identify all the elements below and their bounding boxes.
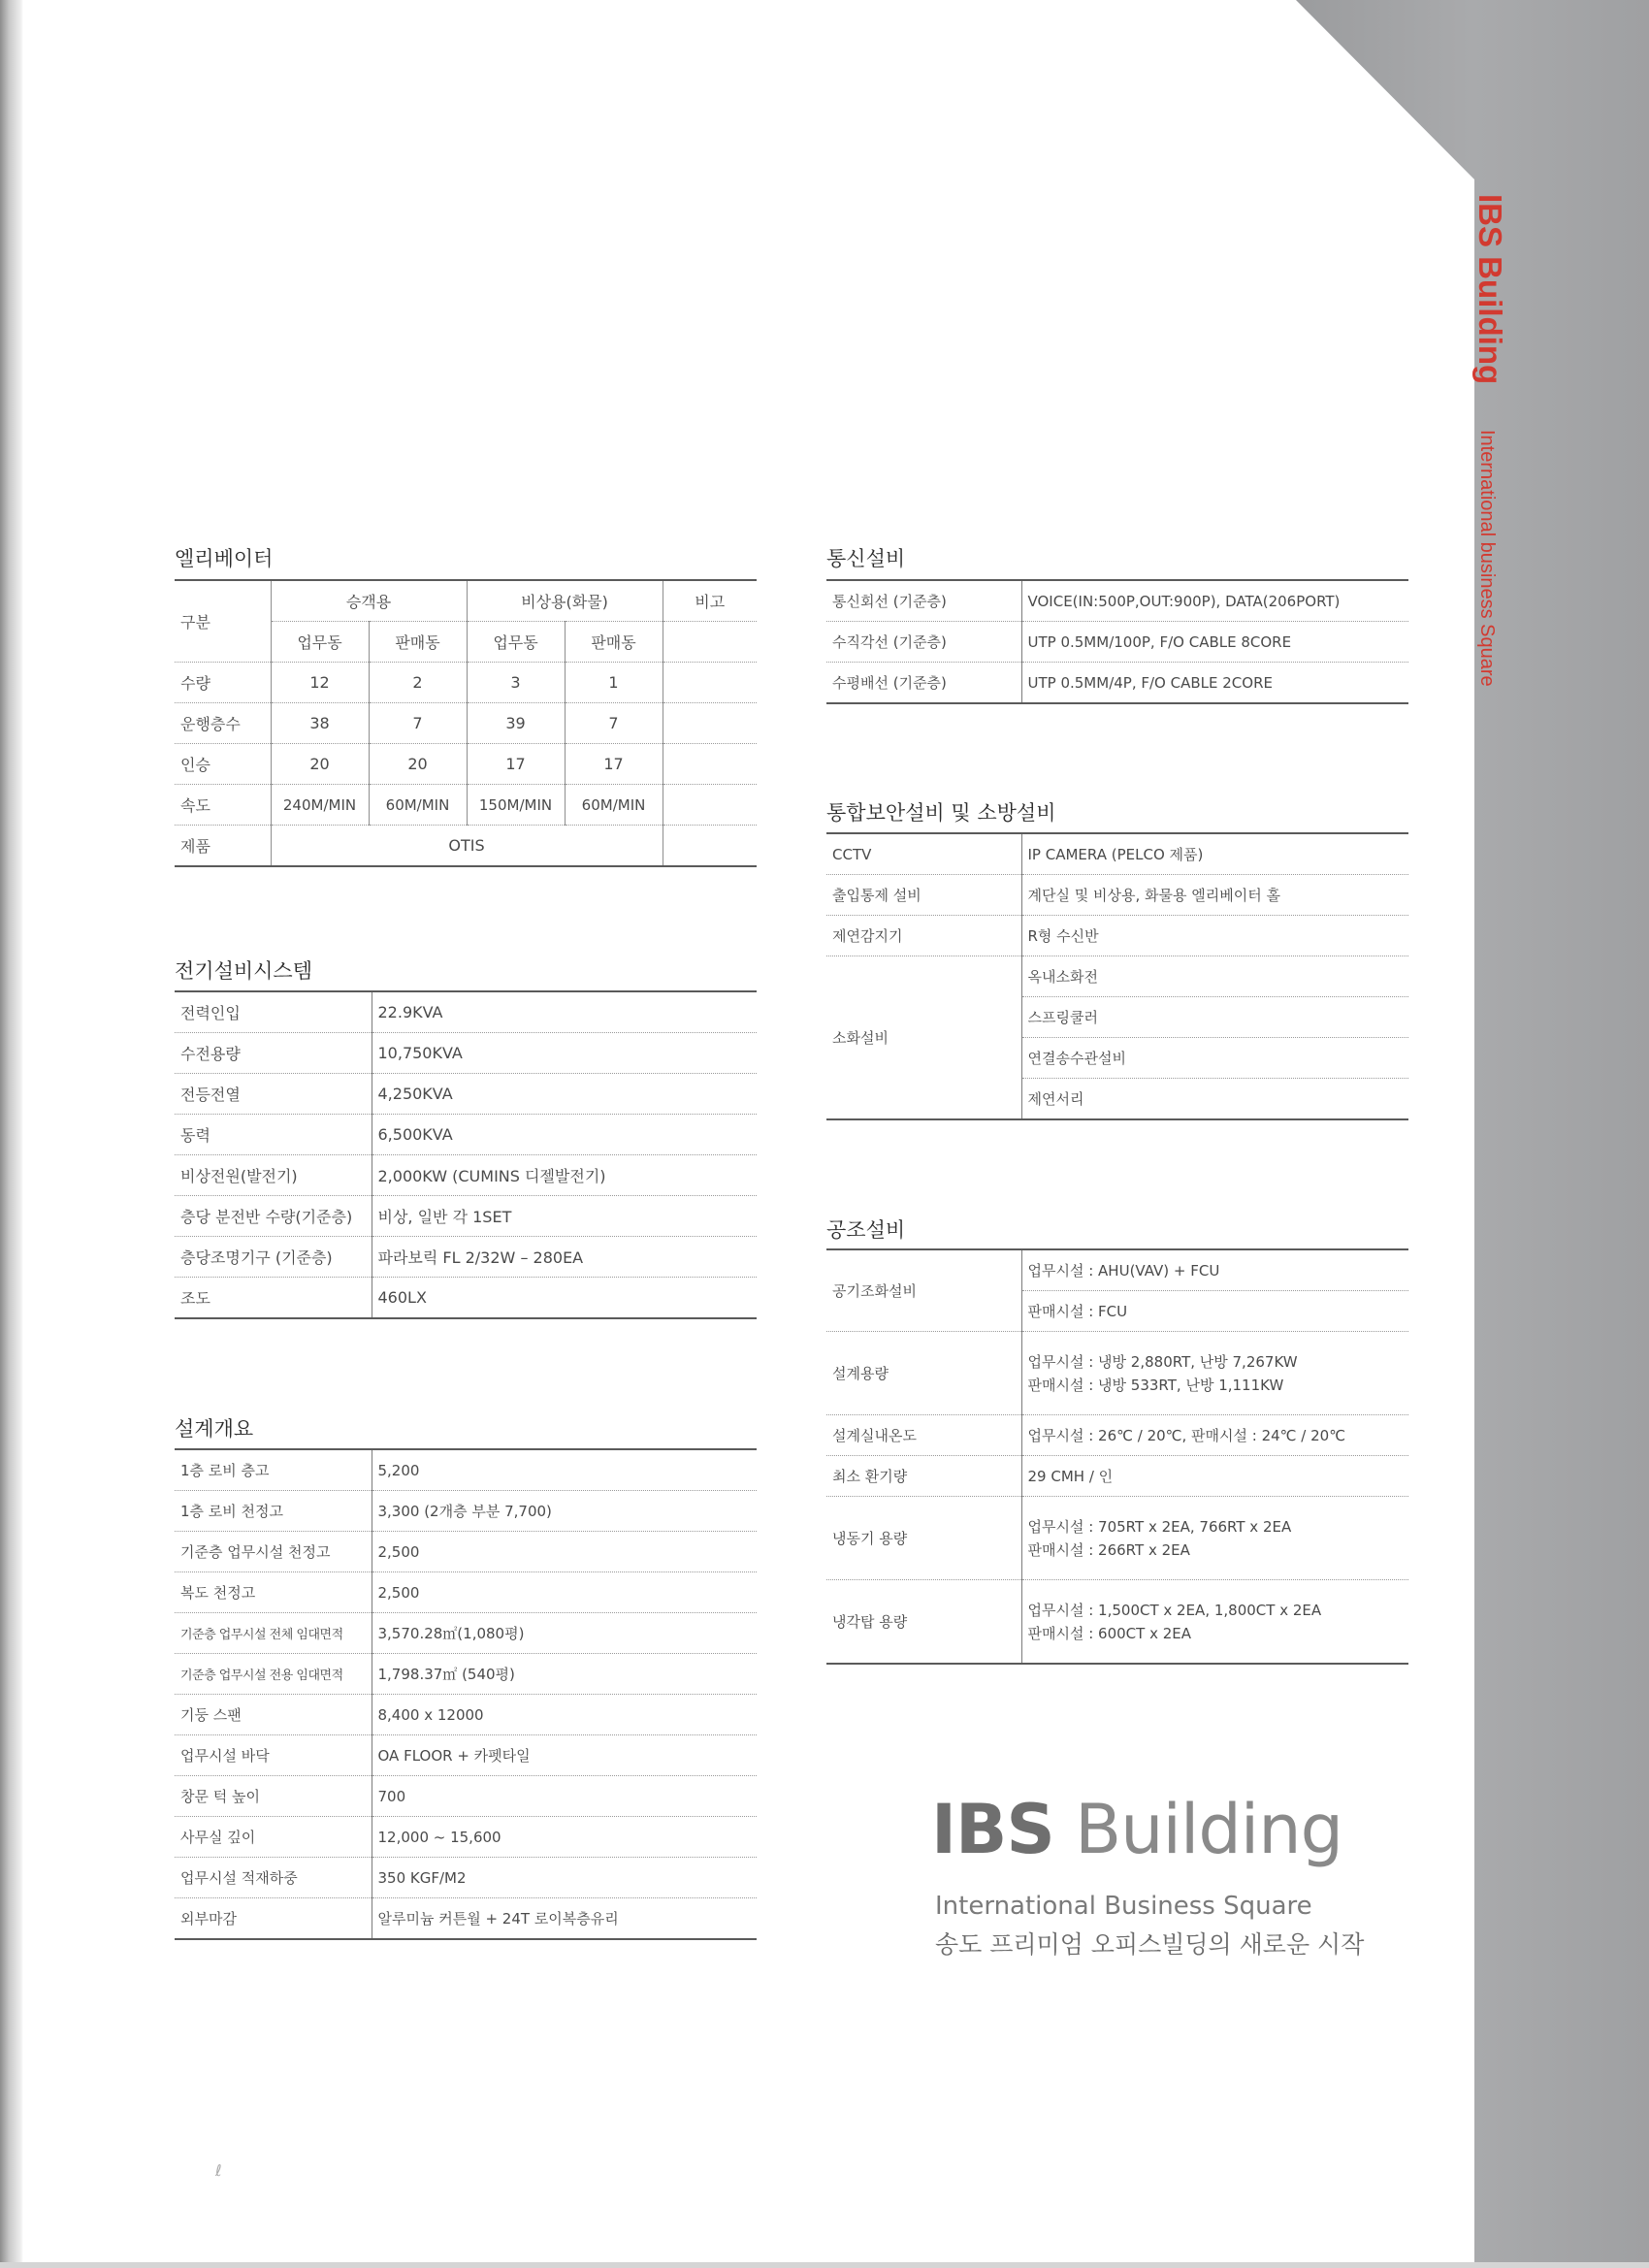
table-row (175, 991, 757, 1033)
row-value: 4,250KVA (372, 1074, 757, 1115)
elevator-col-passenger: 승객용 (271, 580, 467, 622)
row-value (1021, 1580, 1408, 1665)
row-value: 29 CMH / 인 (1021, 1456, 1408, 1497)
security-table (826, 832, 1408, 1120)
row-value: 스프링쿨러 (1021, 997, 1408, 1038)
cell: 60M/MIN (369, 785, 467, 826)
row-label: 수평배선 (기준층) (826, 663, 1021, 704)
design-table (175, 1448, 757, 1940)
value-line: 업무시설 : 냉방 2,880RT, 난방 7,267KW (1027, 1352, 1298, 1371)
row-label: 기준층 업무시설 전용 임대면적 (175, 1654, 372, 1695)
cell: 240M/MIN (271, 785, 369, 826)
row-label: 속도 (175, 785, 271, 826)
cell: 150M/MIN (467, 785, 565, 826)
row-label: 인승 (175, 744, 271, 785)
elevator-remark-cell (663, 826, 757, 867)
table-row (826, 1497, 1408, 1580)
table-row (826, 956, 1408, 997)
table-row (826, 1456, 1408, 1497)
hvac-title: 공조설비 (826, 1218, 906, 1242)
row-label: 수량 (175, 663, 271, 703)
table-row (175, 1196, 757, 1237)
elevator-subheader: 업무동 (271, 622, 369, 663)
row-label: CCTV (826, 833, 1021, 875)
elevator-title: 엘리베이터 (175, 547, 274, 570)
row-label: 소화설비 (826, 956, 1021, 1120)
row-value: 계단실 및 비상용, 화물용 엘리베이터 홀 (1021, 875, 1408, 916)
row-value: 460LX (372, 1278, 757, 1319)
table-row (175, 1572, 757, 1613)
table-row (175, 663, 757, 703)
ibs-building-logo (931, 1790, 1342, 1869)
row-label: 전력인입 (175, 991, 372, 1033)
row-label: 외부마감 (175, 1898, 372, 1940)
cell: 20 (369, 744, 467, 785)
table-row (175, 1115, 757, 1155)
page-bottom-edge (0, 2262, 1649, 2268)
stray-mark: ℓ (215, 2161, 222, 2180)
elevator-remark-cell (663, 744, 757, 785)
row-value: 8,400 x 12000 (372, 1695, 757, 1735)
row-label: 전등전열 (175, 1074, 372, 1115)
electrical-title: 전기설비시스템 (175, 959, 313, 983)
cell: 20 (271, 744, 369, 785)
cell: 3 (467, 663, 565, 703)
row-label: 설계실내온도 (826, 1415, 1021, 1456)
cell: 39 (467, 703, 565, 744)
table-row (175, 1817, 757, 1858)
row-label: 제품 (175, 826, 271, 867)
table-row (175, 703, 757, 744)
cell: 17 (565, 744, 663, 785)
table-row (175, 1491, 757, 1532)
row-label: 냉동기 용량 (826, 1497, 1021, 1580)
row-value: VOICE(IN:500P,OUT:900P), DATA(206PORT) (1021, 580, 1408, 622)
table-row (175, 1654, 757, 1695)
table-row (826, 1332, 1408, 1415)
table-row (826, 1249, 1408, 1291)
elevator-remark-cell (663, 663, 757, 703)
row-label: 수전용량 (175, 1033, 372, 1074)
hvac-table (826, 1248, 1408, 1665)
row-label: 냉각탑 용량 (826, 1580, 1021, 1665)
row-label: 기둥 스팬 (175, 1695, 372, 1735)
row-value: 판매시설 : FCU (1021, 1291, 1408, 1332)
row-label: 출입통제 설비 (826, 875, 1021, 916)
cell: 38 (271, 703, 369, 744)
row-label: 비상전원(발전기) (175, 1155, 372, 1196)
row-value: 1,798.37㎡ (540평) (372, 1654, 757, 1695)
row-label: 사무실 깊이 (175, 1817, 372, 1858)
product-value: OTIS (271, 826, 663, 867)
row-value: 2,000KW (CUMINS 디젤발전기) (372, 1155, 757, 1196)
design-title: 설계개요 (175, 1417, 254, 1441)
elevator-table (175, 579, 757, 867)
row-label: 기준층 업무시설 전체 임대면적 (175, 1613, 372, 1654)
table-row (175, 1858, 757, 1898)
row-value: R형 수신반 (1021, 916, 1408, 956)
row-value: 업무시설 : AHU(VAV) + FCU (1021, 1249, 1408, 1291)
row-label: 기준층 업무시설 천정고 (175, 1532, 372, 1572)
table-row (175, 1898, 757, 1940)
cell: 17 (467, 744, 565, 785)
table-row (175, 1074, 757, 1115)
table-row (826, 1415, 1408, 1456)
table-row (826, 1580, 1408, 1665)
table-row (175, 1776, 757, 1817)
row-value: 비상, 일반 각 1SET (372, 1196, 757, 1237)
cell: 60M/MIN (565, 785, 663, 826)
table-row (175, 1695, 757, 1735)
value-line: 판매시설 : 600CT x 2EA (1027, 1624, 1192, 1642)
row-value: OA FLOOR + 카펫타일 (372, 1735, 757, 1776)
logo-subtitle: International Business Square (935, 1892, 1312, 1921)
table-row (826, 916, 1408, 956)
row-label: 동력 (175, 1115, 372, 1155)
table-row (826, 875, 1408, 916)
security-title: 통합보안설비 및 소방설비 (826, 801, 1056, 825)
row-value: 5,200 (372, 1449, 757, 1491)
row-label: 제연감지기 (826, 916, 1021, 956)
row-value: 350 KGF/M2 (372, 1858, 757, 1898)
row-label: 복도 천정고 (175, 1572, 372, 1613)
row-label: 최소 환기량 (826, 1456, 1021, 1497)
cell: 12 (271, 663, 369, 703)
value-line: 업무시설 : 705RT x 2EA, 766RT x 2EA (1027, 1517, 1292, 1536)
logo-slogan: 송도 프리미엄 오피스빌딩의 새로운 시작 (935, 1930, 1365, 1959)
elevator-subheader: 업무동 (467, 622, 565, 663)
table-row (175, 826, 757, 867)
row-value (1021, 1332, 1408, 1415)
side-title (1470, 194, 1508, 698)
row-value: 2,500 (372, 1532, 757, 1572)
elevator-subheader: 판매동 (369, 622, 467, 663)
row-value: 연결송수관설비 (1021, 1038, 1408, 1079)
table-row (175, 1278, 757, 1319)
table-row (175, 1155, 757, 1196)
row-value: 제연서리 (1021, 1079, 1408, 1120)
elevator-remark-cell (663, 622, 757, 663)
row-label: 업무시설 적재하중 (175, 1858, 372, 1898)
row-value: 3,570.28㎡(1,080평) (372, 1613, 757, 1654)
electrical-table (175, 990, 757, 1319)
row-value: 옥내소화전 (1021, 956, 1408, 997)
row-label: 수직각선 (기준층) (826, 622, 1021, 663)
row-value: 업무시설 : 26℃ / 20℃, 판매시설 : 24℃ / 20℃ (1021, 1415, 1408, 1456)
table-row (826, 663, 1408, 704)
cell: 2 (369, 663, 467, 703)
table-row (826, 833, 1408, 875)
row-value: 10,750KVA (372, 1033, 757, 1074)
elevator-col-remark: 비고 (663, 580, 757, 622)
table-row (175, 1613, 757, 1654)
row-label: 업무시설 바닥 (175, 1735, 372, 1776)
telecom-table (826, 579, 1408, 704)
row-label: 공기조화설비 (826, 1249, 1021, 1332)
row-value: 2,500 (372, 1572, 757, 1613)
row-value: UTP 0.5MM/100P, F/O CABLE 8CORE (1021, 622, 1408, 663)
row-label: 층당조명기구 (기준층) (175, 1237, 372, 1278)
row-label: 창문 턱 높이 (175, 1776, 372, 1817)
logo-ibs: IBS (931, 1790, 1054, 1869)
table-row (175, 785, 757, 826)
value-line: 업무시설 : 1,500CT x 2EA, 1,800CT x 2EA (1027, 1601, 1322, 1619)
row-value (1021, 1497, 1408, 1580)
cell: 7 (565, 703, 663, 744)
row-label: 1층 로비 층고 (175, 1449, 372, 1491)
elevator-col-emergency: 비상용(화물) (467, 580, 663, 622)
elevator-remark-cell (663, 785, 757, 826)
cell: 1 (565, 663, 663, 703)
table-row (175, 1033, 757, 1074)
side-title-sub: International business Square (1476, 430, 1498, 687)
elevator-remark-cell (663, 703, 757, 744)
telecom-title: 통신설비 (826, 547, 906, 570)
row-value: 700 (372, 1776, 757, 1817)
row-value: 6,500KVA (372, 1115, 757, 1155)
table-row (826, 622, 1408, 663)
row-value: 22.9KVA (372, 991, 757, 1033)
table-row (175, 1735, 757, 1776)
row-value: 알루미늄 커튼월 + 24T 로이복층유리 (372, 1898, 757, 1940)
row-value: 12,000 ~ 15,600 (372, 1817, 757, 1858)
table-row (175, 744, 757, 785)
table-row (175, 1449, 757, 1491)
table-row (826, 580, 1408, 622)
row-value: UTP 0.5MM/4P, F/O CABLE 2CORE (1021, 663, 1408, 704)
cell: 7 (369, 703, 467, 744)
elevator-subheader: 판매동 (565, 622, 663, 663)
side-title-main: IBS Building (1472, 194, 1508, 385)
row-label: 층당 분전반 수량(기준층) (175, 1196, 372, 1237)
row-value: 3,300 (2개층 부분 7,700) (372, 1491, 757, 1532)
value-line: 판매시설 : 냉방 533RT, 난방 1,111KW (1027, 1376, 1284, 1394)
row-value: IP CAMERA (PELCO 제품) (1021, 833, 1408, 875)
elevator-group-header: 구분 (175, 580, 271, 663)
row-value: 파라보릭 FL 2/32W – 280EA (372, 1237, 757, 1278)
table-row (175, 1237, 757, 1278)
row-label: 1층 로비 천정고 (175, 1491, 372, 1532)
row-label: 운행층수 (175, 703, 271, 744)
table-row (175, 1532, 757, 1572)
row-label: 조도 (175, 1278, 372, 1319)
row-label: 설계용량 (826, 1332, 1021, 1415)
value-line: 판매시설 : 266RT x 2EA (1027, 1540, 1190, 1559)
row-label: 통신회선 (기준층) (826, 580, 1021, 622)
logo-building: Building (1075, 1790, 1343, 1869)
